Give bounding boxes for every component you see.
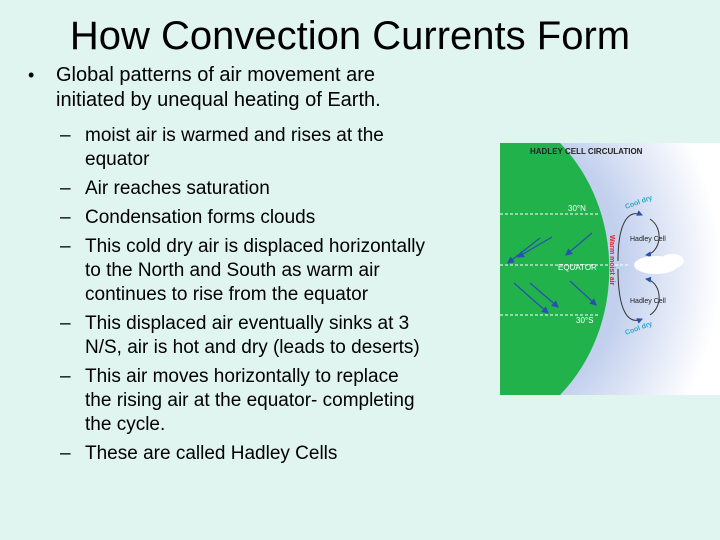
hadley-cell-north-label: Hadley Cell — [630, 236, 666, 243]
cool-dry-air-bottom-label: Cool dry — [624, 320, 654, 337]
warm-moist-air-label: Warm moist air — [608, 235, 615, 286]
list-item — [60, 442, 490, 466]
main-bullet — [24, 63, 494, 113]
slide-title: How Convection Currents Form — [69, 14, 631, 58]
list-item-text: This air moves horizontally to replace the rising air at the equator- completing the cycle. — [85, 366, 415, 435]
dash: – — [60, 236, 71, 257]
list-item — [60, 235, 490, 307]
list-item-text: This cold dry air is displaced horizontally to the North and South as warm air continues to rise from the equator — [85, 236, 426, 305]
equatorial-cloud — [660, 254, 684, 268]
label-30n: 30°N — [568, 204, 586, 213]
hadley-cell-diagram — [500, 143, 720, 395]
diagram-title: HADLEY CELL CIRCULATION — [530, 147, 643, 156]
list-item — [60, 124, 490, 172]
hadley-cell-svg — [500, 143, 720, 395]
dash: – — [60, 443, 71, 464]
list-item-text: Air reaches saturation — [85, 178, 270, 199]
dash: – — [60, 207, 71, 228]
list-item-text: moist air is warmed and rises at the equator — [85, 125, 384, 170]
dash: – — [60, 313, 71, 334]
list-item — [60, 206, 490, 230]
list-item-text: This displaced air eventually sinks at 3 N/S, air is hot and dry (leads to deserts) — [85, 313, 420, 358]
dash: – — [60, 178, 71, 199]
dash: – — [60, 366, 71, 387]
dash: – — [60, 125, 71, 146]
list-item — [60, 312, 490, 360]
list-item-text: These are called Hadley Cells — [85, 443, 338, 464]
label-equator: EQUATOR — [558, 263, 597, 272]
sub-bullet-list — [60, 124, 490, 471]
bullet-symbol: • — [28, 65, 35, 85]
list-item — [60, 177, 490, 201]
list-item — [60, 365, 490, 437]
label-30s: 30°S — [576, 316, 594, 325]
list-item-text: Condensation forms clouds — [85, 207, 316, 228]
main-bullet-text: Global patterns of air movement are initiated by unequal heating of Earth. — [56, 64, 381, 111]
hadley-cell-south-label: Hadley Cell — [630, 298, 666, 305]
cool-dry-air-top-label: Cool dry — [624, 194, 654, 211]
